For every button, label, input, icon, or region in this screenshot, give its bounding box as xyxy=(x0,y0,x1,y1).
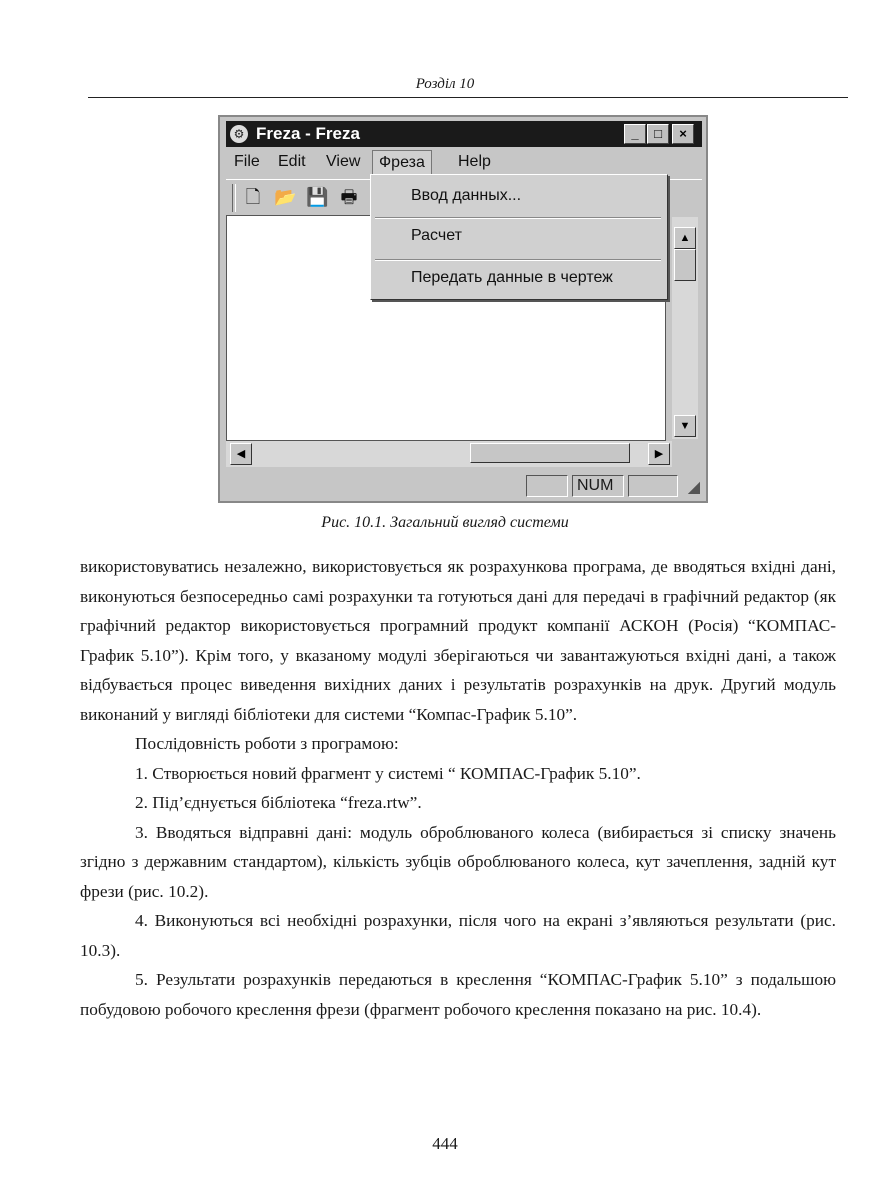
freza-dropdown-menu xyxy=(370,174,668,300)
menu-item-transfer-to-drawing[interactable]: Передать данные в чертеж xyxy=(411,269,613,286)
scroll-right-icon[interactable]: ▶ xyxy=(648,443,670,465)
list-item: 1. Створюється новий фрагмент у системі “ КОМПАС-График 5.10”. xyxy=(135,763,641,783)
vertical-scroll-thumb[interactable] xyxy=(674,249,696,281)
horizontal-scroll-thumb[interactable] xyxy=(470,443,630,463)
menu-freza[interactable]: Фреза xyxy=(372,150,432,175)
open-folder-icon[interactable]: 📂 xyxy=(274,187,297,207)
new-file-icon[interactable]: 🗋 xyxy=(245,187,261,207)
toolbar-separator xyxy=(232,184,236,212)
menu-view[interactable]: View xyxy=(326,153,361,170)
minimize-button[interactable]: _ xyxy=(624,124,646,144)
scroll-left-icon[interactable]: ◀ xyxy=(230,443,252,465)
status-bar xyxy=(226,471,702,499)
body-text xyxy=(80,552,836,1024)
status-num: NUM xyxy=(572,475,624,497)
print-icon[interactable]: 🖶 xyxy=(340,187,358,207)
paragraph: Послідовність роботи з програмою: xyxy=(135,734,399,753)
scroll-up-icon[interactable]: ▲ xyxy=(674,227,696,249)
menu-separator xyxy=(375,217,661,219)
page-number: 444 xyxy=(432,1134,458,1153)
header-rule xyxy=(88,97,848,98)
menu-separator xyxy=(375,259,661,261)
list-item: 3. Вводяться відправні дані: модуль оброблюваного колеса (вибирається зі списку значень згідно з державним стандартом), кількість зубців оброблюваного колеса, кут зачеплення, задній кут фрези (рис. 10.2). xyxy=(80,822,836,901)
horizontal-scrollbar[interactable] xyxy=(226,441,672,467)
menu-item-input-data[interactable]: Ввод данных... xyxy=(411,187,522,204)
menu-item-calculate[interactable]: Расчет xyxy=(411,227,462,244)
list-item: 5. Результати розрахунків передаються в креслення “КОМПАС-График 5.10” з подальшою побудовою робочого креслення фрези (фрагмент робочого креслення показано на рис. 10.4). xyxy=(80,970,836,1019)
list-item: 4. Виконуються всі необхідні розрахунки, після чого на екрані з’являються результати (рис. 10.3). xyxy=(80,911,836,960)
resize-grip-icon[interactable]: ◢ xyxy=(687,479,700,496)
section-header: Розділ 10 xyxy=(415,76,475,92)
menu-bar xyxy=(226,150,702,176)
menu-file[interactable]: File xyxy=(234,153,260,170)
figure-caption: Рис. 10.1. Загальний вигляд системи xyxy=(321,514,569,531)
save-icon[interactable]: 💾 xyxy=(306,187,329,207)
app-gear-icon: ⚙ xyxy=(230,125,248,143)
window-title: Freza - Freza xyxy=(256,124,360,143)
list-item: 2. Під’єднується бібліотека “freza.rtw”. xyxy=(135,793,422,812)
paragraph: використовуватись незалежно, використовується як розрахункова програма, де вводяться вхідні дані, виконуються безпосередньо самі розрахунки та готуються дані для передачі в графічний редактор (як графічний редактор використовується програмний продукт компанії АСКОН (Росія) “КОМПАС-График 5.10”). Крім того, у вказаному модулі зберігаються чи завантажуються вхідні дані, а також відбувається процес виведення вихідних даних і результатів розрахунків на друк. Другий модуль виконаний у вигляді бібліотеки для системи “Компас-График 5.10”. xyxy=(80,557,836,724)
vertical-scrollbar[interactable] xyxy=(672,217,698,439)
title-bar xyxy=(226,121,702,147)
scroll-down-icon[interactable]: ▼ xyxy=(674,415,696,437)
status-panel-empty xyxy=(526,475,568,497)
menu-help[interactable]: Help xyxy=(458,153,491,170)
maximize-button[interactable]: □ xyxy=(647,124,669,144)
close-button[interactable]: × xyxy=(672,124,694,144)
menu-edit[interactable]: Edit xyxy=(278,153,306,170)
status-panel-empty-2 xyxy=(628,475,678,497)
